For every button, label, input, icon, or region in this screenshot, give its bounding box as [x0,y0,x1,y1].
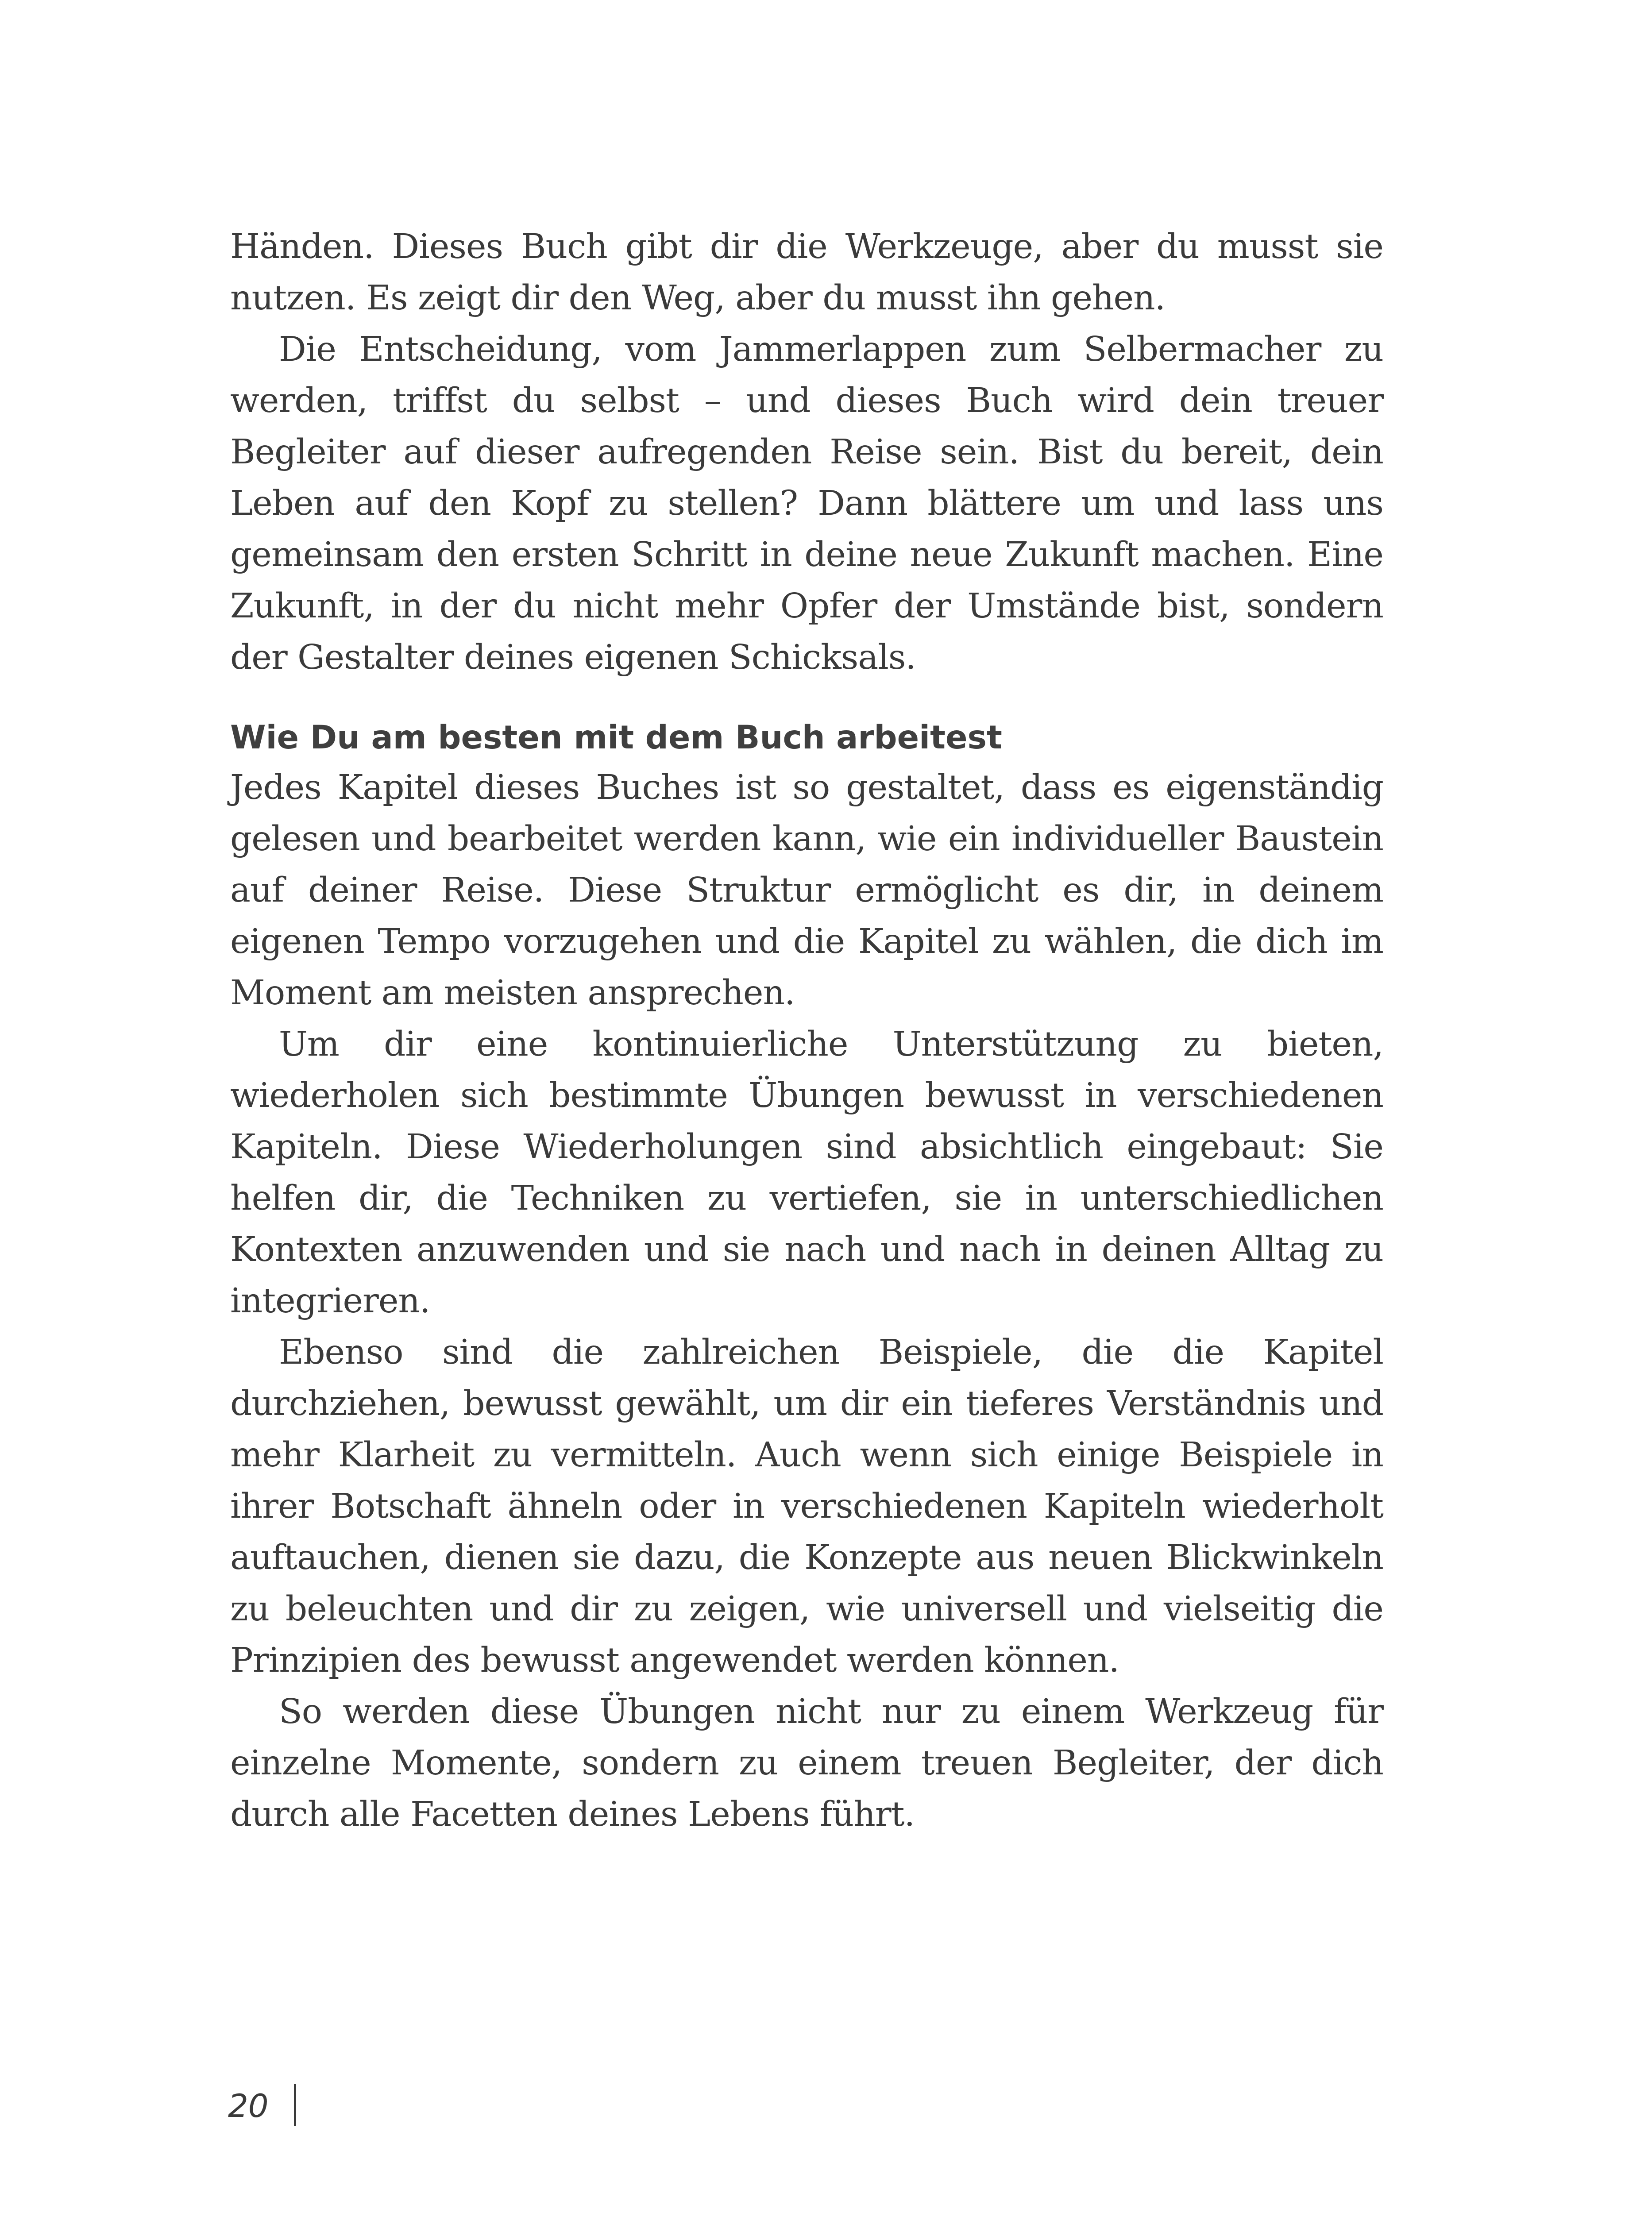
page-number: 20 [228,2087,269,2124]
paragraph: Ebenso sind die zahlreichen Beispiele, die die Kapitel durchziehen, bewusst gewählt, um dir ein tieferes Verständnis und mehr Klarheit zu vermitteln. Auch wenn sich einige Beispiele in ihrer Botschaft ähneln oder in verschiedenen Kapiteln wiederholt auftauchen, dienen sie dazu, die Konzepte aus neuen Blickwinkeln zu beleuchten und dir zu zeigen, wie universell und vielseitig die Prinzipien des bewusst angewendet werden können. [230,1333,1383,1680]
body-text [230,221,1383,1840]
page-number-divider [294,2084,296,2126]
section-heading: Wie Du am besten mit dem Buch arbeitest [230,719,1002,756]
paragraph: Um dir eine kontinuierliche Unterstützung zu bieten, wiederholen sich bestimmte Übungen bewusst in verschiedenen Kapiteln. Diese Wiederholungen sind absichtlich eingebaut: Sie helfen dir, die Techniken zu vertiefen, sie in unterschiedlichen Kontexten anzuwenden und sie nach und nach in deinen Alltag zu integrieren. [230,1025,1383,1321]
paragraph: So werden diese Übungen nicht nur zu einem Werkzeug für einzelne Momente, sondern zu einem treuen Begleiter, der dich durch alle Facetten deines Lebens führt. [230,1692,1383,1834]
paragraph: Die Entscheidung, vom Jammerlappen zum Selbermacher zu werden, triffst du selbst – und dieses Buch wird dein treuer Begleiter auf dieser aufregenden Reise sein. Bist du bereit, dein Leben auf den Kopf zu stellen? Dann blättere um und lass uns gemeinsam den ersten Schritt in deine neue Zukunft machen. Eine Zukunft, in der du nicht mehr Opfer der Umstände bist, sondern der Gestalter deines eigenen Schicksals. [230,330,1383,677]
paragraph: Händen. Dieses Buch gibt dir die Werkzeuge, aber du musst sie nutzen. Es zeigt dir den Weg, aber du musst ihn gehen. [230,227,1383,318]
paragraph: Jedes Kapitel dieses Buches ist so gestaltet, dass es eigenständig gelesen und bearbeitet werden kann, wie ein individueller Baustein auf deiner Reise. Diese Struktur ermöglicht es dir, in deinem eigenen Tempo vorzugehen und die Kapitel zu wählen, die dich im Moment am meisten ansprechen. [230,768,1383,1013]
